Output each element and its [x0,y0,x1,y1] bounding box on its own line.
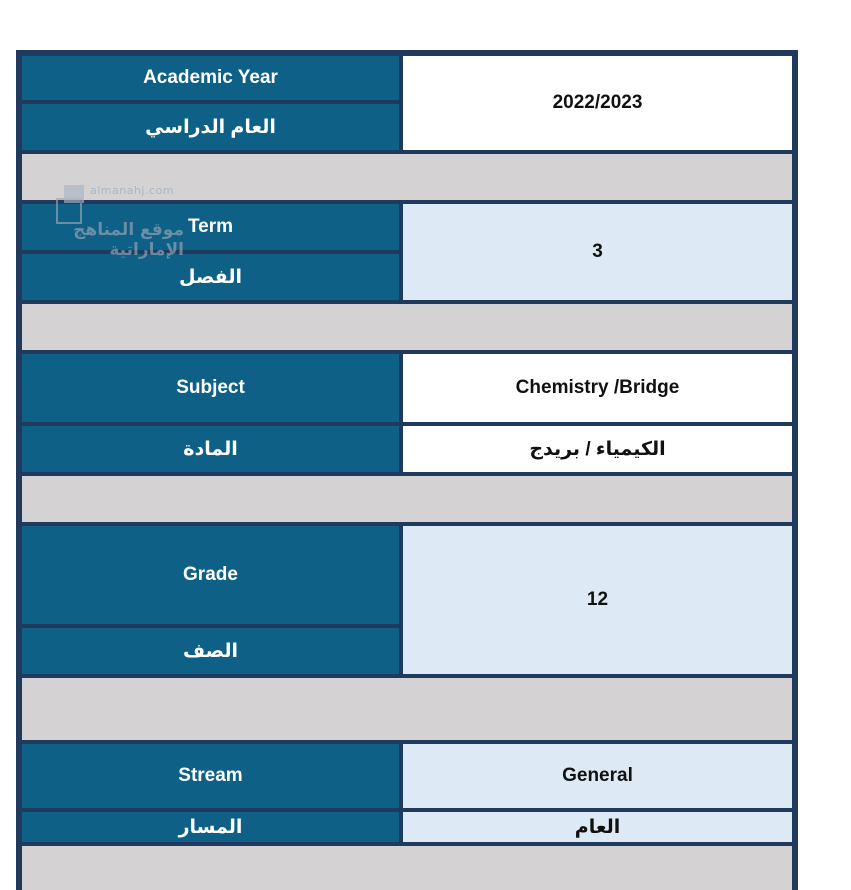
academic-year-label: Academic Year [22,56,399,100]
separator-row [22,154,792,200]
info-table [16,50,798,890]
separator-row [22,678,792,740]
stream-value: General [403,744,792,808]
academic-year-label-ar: العام الدراسي [22,104,399,150]
term-label-ar: الفصل [22,254,399,300]
separator-row [22,476,792,522]
watermark-brand: موقع المناهج الإماراتية [73,220,184,260]
separator-row [22,304,792,350]
subject-label: Subject [22,354,399,422]
separator-row [22,846,792,890]
grade-value: 12 [403,526,792,674]
subject-label-ar: المادة [22,426,399,472]
subject-value: Chemistry /Bridge [403,354,792,422]
grade-label-ar: الصف [22,628,399,674]
stream-label-ar: المسار [22,812,399,842]
grade-label: Grade [22,526,399,624]
term-value: 3 [403,204,792,300]
term-label: Term [22,204,399,250]
subject-value-ar: الكيمياء / بريدج [403,426,792,472]
stream-label: Stream [22,744,399,808]
academic-year-value: 2022/2023 [403,56,792,150]
stream-value-ar: العام [403,812,792,842]
watermark-site: almanahj.com [90,184,174,197]
